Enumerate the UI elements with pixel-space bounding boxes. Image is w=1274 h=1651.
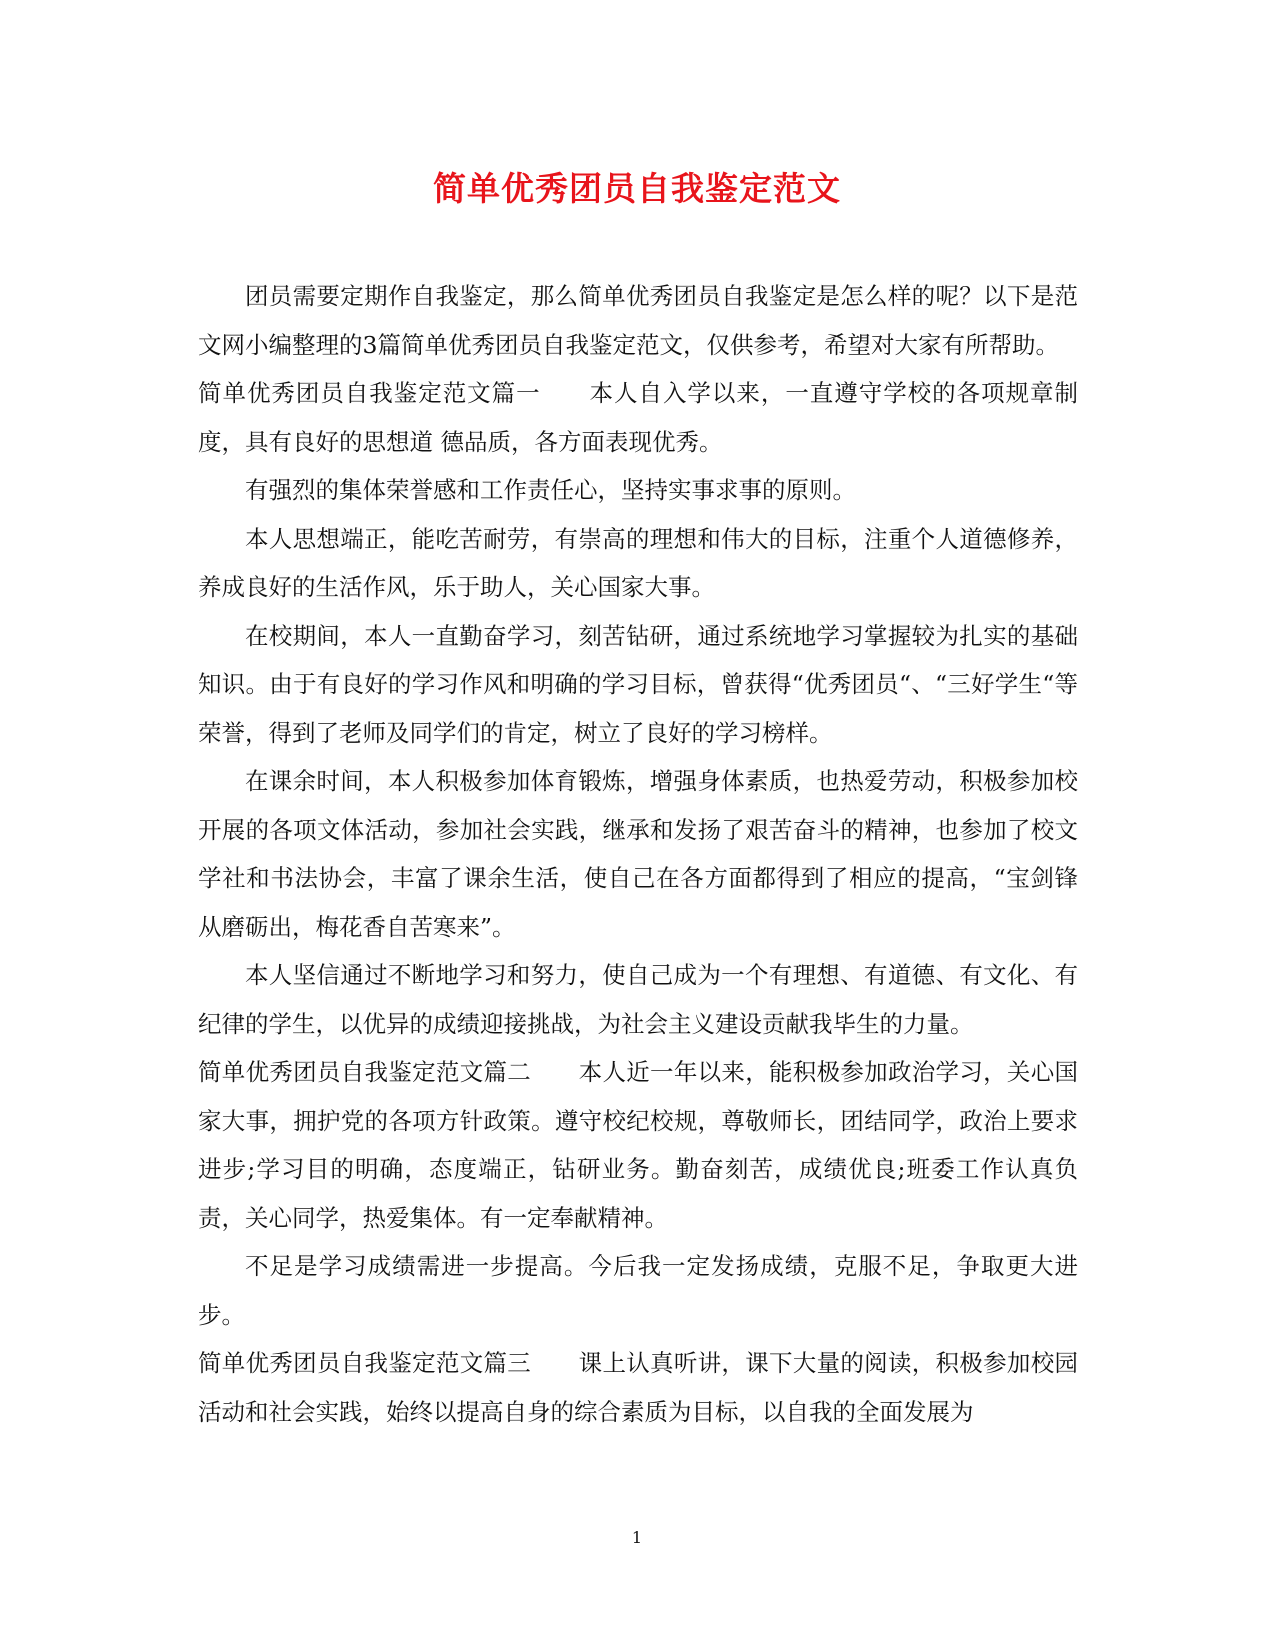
body-paragraph: 本人思想端正，能吃苦耐劳，有崇高的理想和伟大的目标，注重个人道德修养，养成良好的生活作风，乐于助人，关心国家大事。 xyxy=(198,524,1078,601)
body-paragraph: 在校期间，本人一直勤奋学习，刻苦钻研，通过系统地学习掌握较为扎实的基础知识。由于有良好的学习作风和明确的学习目标，曾获得“优秀团员“、“三好学生“等荣誉，得到了老师及同学们的肯定，树立了良好的学习榜样。 xyxy=(198,621,1078,747)
body-paragraph: 有强烈的集体荣誉感和工作责任心，坚持实事求事的原则。 xyxy=(245,476,856,504)
body-paragraph: 不足是学习成绩需进一步提高。今后我一定发扬成绩，克服不足，争取更大进步。 xyxy=(198,1252,1078,1329)
section-two-heading-paragraph: 简单优秀团员自我鉴定范文篇二 本人近一年以来，能积极参加政治学习，关心国家大事，拥护党的各项方针政策。遵守校纪校规，尊敬师长，团结同学，政治上要求进步;学习目的明确，态度端正，钻研业务。勤奋刻苦，成绩优良;班委工作认真负责，关心同学，热爱集体。有一定奉献精神。 xyxy=(198,1058,1078,1232)
body-paragraph: 在课余时间，本人积极参加体育锻炼，增强身体素质，也热爱劳动，积极参加校开展的各项文体活动，参加社会实践，继承和发扬了艰苦奋斗的精神，也参加了校文学社和书法协会，丰富了课余生活，使自己在各方面都得到了相应的提高，“宝剑锋从磨砺出，梅花香自苦寒来”。 xyxy=(198,767,1078,941)
document-title: 简单优秀团员自我鉴定范文 xyxy=(433,169,841,208)
body-paragraph: 本人坚信通过不断地学习和努力，使自己成为一个有理想、有道德、有文化、有纪律的学生，以优异的成绩迎接挑战，为社会主义建设贡献我毕生的力量。 xyxy=(198,961,1078,1038)
page-number: 1 xyxy=(631,1528,643,1547)
section-one-heading-paragraph: 简单优秀团员自我鉴定范文篇一 本人自入学以来，一直遵守学校的各项规章制度，具有良好的思想道 德品质，各方面表现优秀。 xyxy=(198,379,1078,456)
intro-paragraph: 团员需要定期作自我鉴定，那么简单优秀团员自我鉴定是怎么样的呢？以下是范文网小编整理的3篇简单优秀团员自我鉴定范文，仅供参考，希望对大家有所帮助。 xyxy=(198,282,1078,359)
section-three-heading-paragraph: 简单优秀团员自我鉴定范文篇三 课上认真听讲，课下大量的阅读，积极参加校园活动和社会实践，始终以提高自身的综合素质为目标，以自我的全面发展为 xyxy=(198,1349,1078,1426)
document-body xyxy=(198,272,1078,1436)
